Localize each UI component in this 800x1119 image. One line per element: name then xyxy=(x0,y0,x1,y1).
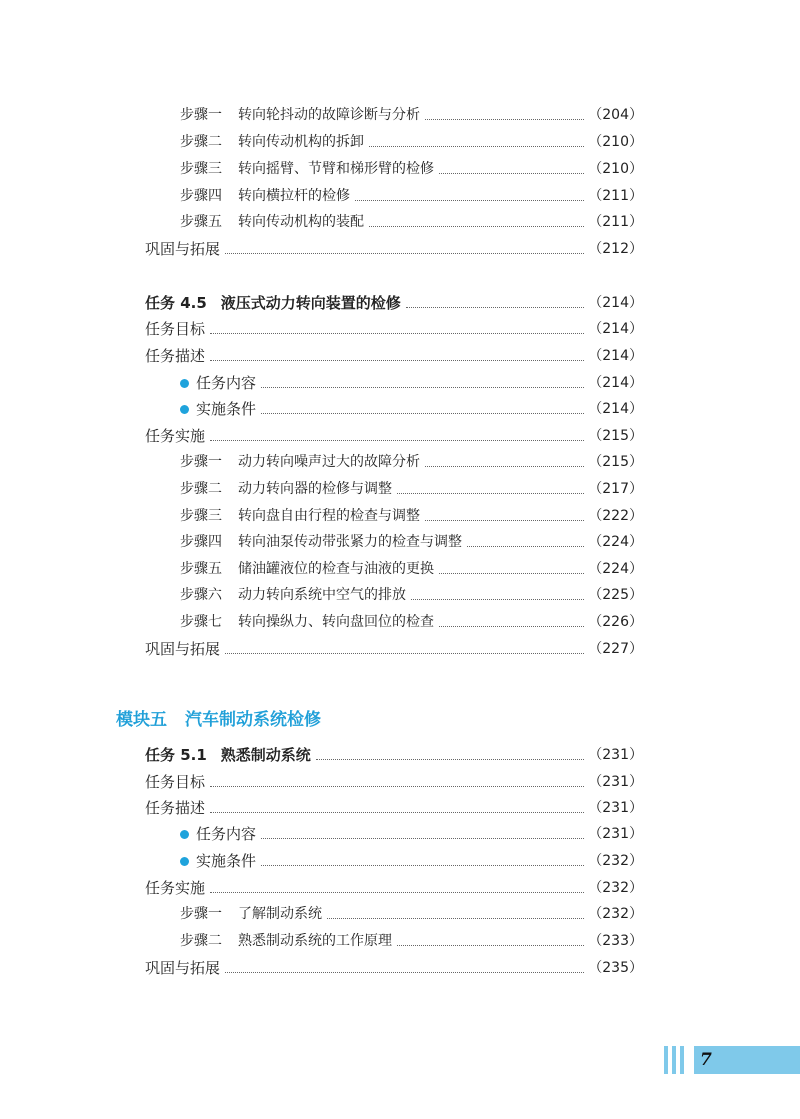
footer-stripe xyxy=(664,1046,668,1074)
dot-leader xyxy=(261,413,584,414)
toc-entry-step xyxy=(180,608,643,634)
toc-entry-title: 巩固与拓展 xyxy=(145,239,221,258)
dot-leader xyxy=(397,493,584,494)
dot-leader xyxy=(369,226,584,227)
toc-entry-title: 转向盘自由行程的检查与调整 xyxy=(238,508,420,524)
toc-entry-page: （224） xyxy=(588,561,643,577)
footer-stripe xyxy=(672,1046,676,1074)
toc-entry-page: （214） xyxy=(588,321,643,337)
toc-entry-step xyxy=(180,475,643,501)
toc-entry-label xyxy=(180,211,367,231)
toc-entry-page: （211） xyxy=(588,188,643,204)
toc-entry-label xyxy=(180,185,353,205)
toc-entry-task xyxy=(145,741,643,767)
toc-entry-title: 动力转向系统中空气的排放 xyxy=(238,587,406,603)
dot-leader xyxy=(369,146,584,147)
toc-entry-page: （224） xyxy=(588,534,643,550)
toc-entry-page: （210） xyxy=(588,134,643,150)
toc-entry-page: （235） xyxy=(588,960,643,976)
dot-leader xyxy=(411,599,584,600)
toc-entry-page: （211） xyxy=(588,214,643,230)
toc-entry-prefix: 步骤五 xyxy=(180,214,222,230)
toc-entry-page: （233） xyxy=(588,933,643,949)
dot-leader xyxy=(316,759,584,760)
toc-entry-prefix: 步骤二 xyxy=(180,481,222,497)
toc-entry-section xyxy=(145,768,643,794)
toc-entry-label xyxy=(180,930,395,950)
dot-leader xyxy=(406,307,584,308)
toc-entry-page: （231） xyxy=(588,800,643,816)
toc-entry-prefix: 步骤四 xyxy=(180,534,222,550)
dot-leader xyxy=(210,360,584,361)
toc-entry-page: （210） xyxy=(588,161,643,177)
dot-leader xyxy=(225,653,584,654)
toc-entry-label xyxy=(180,398,259,419)
toc-entry-label xyxy=(180,584,409,604)
toc-entry-page: （225） xyxy=(588,587,643,603)
toc-entry-title: 任务内容 xyxy=(196,824,257,843)
toc-entry-label xyxy=(145,318,208,339)
dot-leader xyxy=(425,119,584,120)
dot-leader xyxy=(225,972,584,973)
toc-entry-page: （214） xyxy=(588,401,643,417)
toc-entry-label xyxy=(145,797,208,818)
toc-entry-step xyxy=(180,448,643,474)
toc-entry-title: 了解制动系统 xyxy=(238,906,322,922)
bullet-dot-icon xyxy=(180,857,189,866)
toc-entry-prefix: 步骤五 xyxy=(180,561,222,577)
toc-entry-label xyxy=(145,957,223,978)
toc-entry-title: 转向油泵传动带张紧力的检查与调整 xyxy=(238,534,462,550)
toc-entry-title: 任务描述 xyxy=(145,346,206,365)
dot-leader xyxy=(425,520,584,521)
toc-entry-title: 实施条件 xyxy=(196,399,257,418)
toc-entry-page: （231） xyxy=(588,774,643,790)
toc-entry-title: 巩固与拓展 xyxy=(145,958,221,977)
toc-entry-label xyxy=(180,505,423,525)
toc-entry-bullet xyxy=(180,369,643,395)
toc-entry-prefix: 任务 5.1 xyxy=(145,745,207,764)
toc-entry-title: 转向传动机构的拆卸 xyxy=(238,134,364,150)
toc-entry-title: 动力转向器的检修与调整 xyxy=(238,481,392,497)
toc-entry-title: 任务实施 xyxy=(145,878,206,897)
toc-entry-prefix: 步骤六 xyxy=(180,587,222,603)
toc-entry-prefix: 步骤七 xyxy=(180,614,222,630)
footer-stripe xyxy=(680,1046,684,1074)
dot-leader xyxy=(210,786,584,787)
dot-leader xyxy=(397,945,584,946)
toc-entry-page: （215） xyxy=(588,454,643,470)
toc-entry-title: 任务描述 xyxy=(145,798,206,817)
toc-entry-prefix: 步骤二 xyxy=(180,134,222,150)
toc-entry-prefix: 步骤一 xyxy=(180,906,222,922)
dot-leader xyxy=(261,865,584,866)
dot-leader xyxy=(327,918,584,919)
toc-entry-step xyxy=(180,208,643,234)
toc-entry-title: 熟悉制动系统 xyxy=(220,745,311,764)
toc-entry-label xyxy=(145,238,223,259)
toc-entry-title: 熟悉制动系统的工作原理 xyxy=(238,933,392,949)
dot-leader xyxy=(261,387,584,388)
toc-entry-page: （231） xyxy=(588,826,643,842)
dot-leader xyxy=(355,200,584,201)
toc-entry-title: 实施条件 xyxy=(196,851,257,870)
toc-entry-page: （232） xyxy=(588,906,643,922)
toc-entry-label xyxy=(145,771,208,792)
toc-entry-page: （231） xyxy=(588,747,643,763)
toc-entry-page: （232） xyxy=(588,880,643,896)
toc-entry-step xyxy=(180,528,643,554)
toc-entry-step xyxy=(180,581,643,607)
toc-entry-title: 液压式动力转向装置的检修 xyxy=(220,293,401,312)
toc-entry-label xyxy=(145,345,208,366)
toc-entry-section xyxy=(145,635,643,661)
toc-entry-step xyxy=(180,101,643,127)
dot-leader xyxy=(210,892,584,893)
toc-entry-step xyxy=(180,900,643,926)
module-heading xyxy=(116,702,321,732)
toc-entry-title: 转向操纵力、转向盘回位的检查 xyxy=(238,614,434,630)
dot-leader xyxy=(210,333,584,334)
toc-entry-label xyxy=(180,903,325,923)
toc-entry-section xyxy=(145,315,643,341)
toc-entry-title: 任务目标 xyxy=(145,772,206,791)
toc-entry-label xyxy=(180,850,259,871)
toc-entry-label xyxy=(145,292,404,313)
toc-entry-page: （232） xyxy=(588,853,643,869)
toc-entry-section xyxy=(145,874,643,900)
toc-entry-label xyxy=(145,638,223,659)
toc-entry-section xyxy=(145,954,643,980)
toc-entry-bullet xyxy=(180,847,643,873)
toc-entry-prefix: 步骤二 xyxy=(180,933,222,949)
toc-entry-bullet xyxy=(180,820,643,846)
toc-entry-step xyxy=(180,927,643,953)
toc-entry-prefix: 步骤一 xyxy=(180,454,222,470)
toc-entry-title: 巩固与拓展 xyxy=(145,639,221,658)
bullet-dot-icon xyxy=(180,379,189,388)
toc-entry-prefix: 任务 4.5 xyxy=(145,293,207,312)
page-footer xyxy=(660,1044,800,1076)
toc-entry-title: 转向横拉杆的检修 xyxy=(238,188,350,204)
dot-leader xyxy=(425,466,584,467)
toc-entry-page: （217） xyxy=(588,481,643,497)
bullet-dot-icon xyxy=(180,405,189,414)
toc-entry-step xyxy=(180,155,643,181)
dot-leader xyxy=(467,546,584,547)
toc-entry-step xyxy=(180,502,643,528)
toc-entry-step xyxy=(180,182,643,208)
toc-entry-label xyxy=(180,158,437,178)
dot-leader xyxy=(439,573,584,574)
toc-entry-label xyxy=(180,372,259,393)
toc-entry-prefix: 步骤三 xyxy=(180,161,222,177)
toc-entry-label xyxy=(145,425,208,446)
toc-entry-title: 转向轮抖动的故障诊断与分析 xyxy=(238,107,420,123)
toc-entry-bullet xyxy=(180,395,643,421)
toc-entry-section xyxy=(145,342,643,368)
toc-entry-label xyxy=(180,611,437,631)
toc-entry-section xyxy=(145,422,643,448)
toc-entry-page: （226） xyxy=(588,614,643,630)
toc-entry-label xyxy=(180,823,259,844)
toc-entry-section xyxy=(145,235,643,261)
toc-entry-label xyxy=(180,451,423,471)
toc-entry-page: （214） xyxy=(588,348,643,364)
toc-entry-page: （222） xyxy=(588,508,643,524)
toc-entry-page: （204） xyxy=(588,107,643,123)
module-title: 汽车制动系统检修 xyxy=(185,709,321,730)
dot-leader xyxy=(261,838,584,839)
toc-entry-label xyxy=(180,478,395,498)
toc-entry-label xyxy=(180,131,367,151)
toc-entry-label xyxy=(145,877,208,898)
toc-entry-page: （214） xyxy=(588,375,643,391)
dot-leader xyxy=(225,253,584,254)
dot-leader xyxy=(439,626,584,627)
bullet-dot-icon xyxy=(180,830,189,839)
module-number: 模块五 xyxy=(116,709,167,730)
toc-entry-page: （214） xyxy=(588,295,643,311)
page-number: 7 xyxy=(700,1050,712,1070)
toc-entry-page: （227） xyxy=(588,641,643,657)
toc-entry-title: 任务目标 xyxy=(145,319,206,338)
dot-leader xyxy=(210,440,584,441)
toc-entry-label xyxy=(180,558,437,578)
toc-entry-label xyxy=(180,104,423,124)
toc-entry-prefix: 步骤一 xyxy=(180,107,222,123)
toc-entry-step xyxy=(180,128,643,154)
toc-entry-title: 动力转向噪声过大的故障分析 xyxy=(238,454,420,470)
dot-leader xyxy=(210,812,584,813)
toc-entry-task xyxy=(145,289,643,315)
toc-entry-title: 转向摇臂、节臂和梯形臂的检修 xyxy=(238,161,434,177)
toc-entry-title: 任务内容 xyxy=(196,373,257,392)
toc-entry-section xyxy=(145,794,643,820)
toc-entry-label xyxy=(145,744,314,765)
toc-entry-title: 储油罐液位的检查与油液的更换 xyxy=(238,561,434,577)
toc-entry-prefix: 步骤三 xyxy=(180,508,222,524)
toc-entry-page: （215） xyxy=(588,428,643,444)
toc-entry-label xyxy=(180,531,465,551)
toc-entry-page: （212） xyxy=(588,241,643,257)
dot-leader xyxy=(439,173,584,174)
toc-entry-title: 任务实施 xyxy=(145,426,206,445)
toc-entry-step xyxy=(180,555,643,581)
toc-entry-prefix: 步骤四 xyxy=(180,188,222,204)
toc-entry-title: 转向传动机构的装配 xyxy=(238,214,364,230)
